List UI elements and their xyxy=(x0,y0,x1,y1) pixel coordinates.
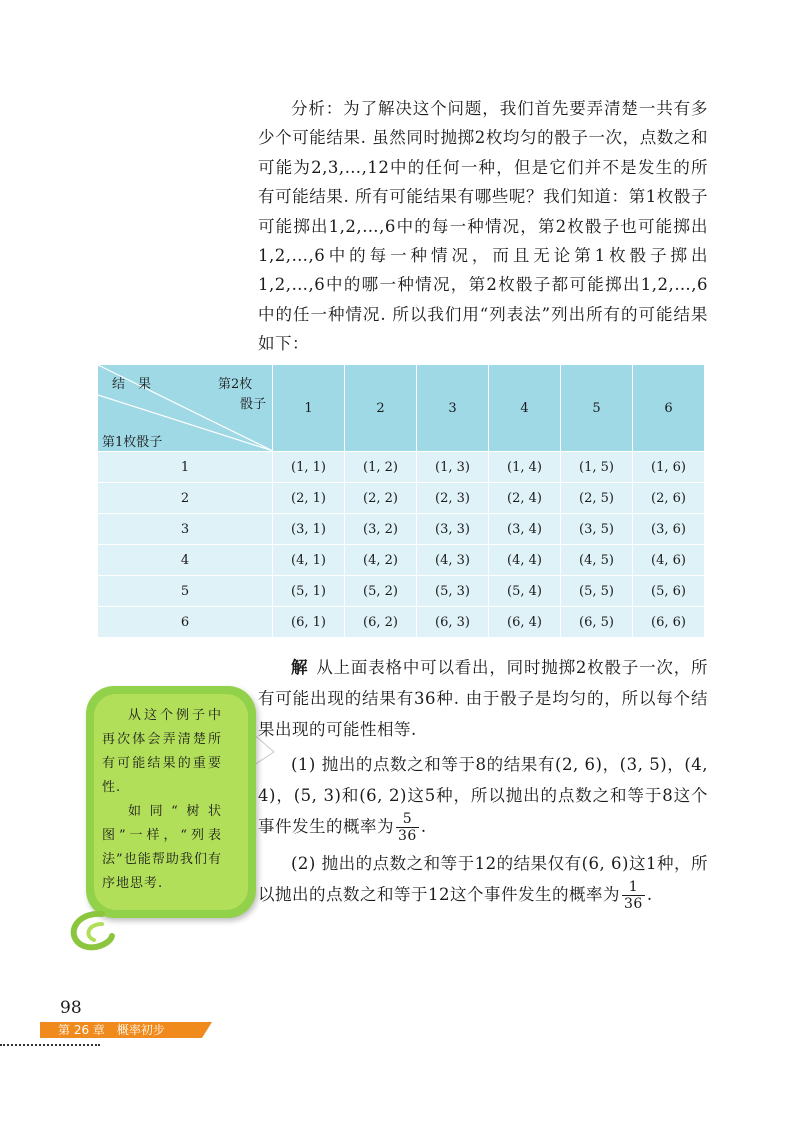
fraction-1-36 xyxy=(622,879,645,912)
analysis-paragraph xyxy=(258,94,708,359)
dotted-rule xyxy=(0,1044,100,1046)
table-corner-cell xyxy=(98,365,273,452)
table-cell: (4, 2) xyxy=(345,545,417,576)
table-cell: (3, 1) xyxy=(273,514,345,545)
table-cell: (1, 3) xyxy=(417,452,489,483)
table-cell: (3, 2) xyxy=(345,514,417,545)
table-cell: (4, 3) xyxy=(417,545,489,576)
solution-period: . xyxy=(646,885,653,904)
page-number: 98 xyxy=(60,998,82,1018)
table-cell: (3, 3) xyxy=(417,514,489,545)
table-cell: (6, 2) xyxy=(345,607,417,638)
fraction-numerator: 1 xyxy=(622,879,645,896)
row-header: 1 xyxy=(98,452,273,483)
fraction-numerator: 5 xyxy=(396,811,419,828)
table-cell: (1, 5) xyxy=(561,452,633,483)
table-cell: (2, 5) xyxy=(561,483,633,514)
table-row xyxy=(98,514,705,545)
row-header: 6 xyxy=(98,607,273,638)
table-cell: (5, 6) xyxy=(633,576,705,607)
table-cell: (2, 2) xyxy=(345,483,417,514)
table-cell: (2, 1) xyxy=(273,483,345,514)
table-row xyxy=(98,576,705,607)
solution-paragraph-2 xyxy=(258,749,708,844)
table-row xyxy=(98,607,705,638)
table-cell: (1, 6) xyxy=(633,452,705,483)
solution-text-3: (2) 抛出的点数之和等于12的结果仅有(6, 6)这1种，所以抛出的点数之和等于12这个事件发生的概率为 xyxy=(258,854,708,904)
side-note xyxy=(48,662,278,962)
note-paragraph: 从这个例子中再次体会弄清楚所有可能结果的重要性. xyxy=(102,708,222,795)
table-cell: (3, 6) xyxy=(633,514,705,545)
row-header: 4 xyxy=(98,545,273,576)
table-cell: (6, 4) xyxy=(489,607,561,638)
fraction-denominator: 36 xyxy=(398,828,417,844)
table-cell: (5, 3) xyxy=(417,576,489,607)
table-cell: (2, 4) xyxy=(489,483,561,514)
solution-period: . xyxy=(420,817,427,836)
note-paragraph: 如同“树状图”一样，“列表法”也能帮助我们有序地思考. xyxy=(102,804,222,891)
solution-paragraph-3 xyxy=(258,848,708,912)
table-cell: (1, 4) xyxy=(489,452,561,483)
table-cell: (5, 4) xyxy=(489,576,561,607)
column-header: 4 xyxy=(489,365,561,452)
table-cell: (5, 2) xyxy=(345,576,417,607)
table-cell: (1, 1) xyxy=(273,452,345,483)
corner-label-result: 结 果 xyxy=(112,377,152,392)
note-bubble-inner xyxy=(94,694,248,910)
table-cell: (3, 4) xyxy=(489,514,561,545)
fraction-5-36 xyxy=(396,811,419,844)
table-header-row xyxy=(98,365,705,452)
solution-text-2: (1) 抛出的点数之和等于8的结果有(2, 6)，(3, 5)，(4, 4)，(5, 3)和(6, 2)这5种，所以抛出的点数之和等于8这个事件发生的概率为 xyxy=(258,755,708,836)
table-cell: (4, 6) xyxy=(633,545,705,576)
table-cell: (6, 1) xyxy=(273,607,345,638)
outcome-table xyxy=(97,364,705,638)
table-row xyxy=(98,545,705,576)
column-header: 1 xyxy=(273,365,345,452)
table-cell: (2, 3) xyxy=(417,483,489,514)
analysis-text: 分析：为了解决这个问题，我们首先要弄清楚一共有多少个可能结果. 虽然同时抛掷2枚均匀的骰子一次，点数之和可能为2,3,…,12中的任何一种，但是它们并不是发生的所有可能结果. 所有可能结果有哪些呢？我们知道：第1枚骰子可能掷出1,2,…,6中的每一种情况，第2枚骰子也可能掷出1,2,…,6中的每一种情况，而且无论第1枚骰子掷出1,2,…,6中的哪一种情况，第2枚骰子都可能掷出1,2,…,6中的任一种情况. 所以我们用“列表法”列出所有的可能结果如下： xyxy=(258,99,708,354)
solution-paragraph-1 xyxy=(258,652,708,745)
solution-text-1: 从上面表格中可以看出，同时抛掷2枚骰子一次，所有可能出现的结果有36种. 由于骰子是均匀的，所以每个结果出现的可能性相等. xyxy=(258,658,709,739)
table-cell: (6, 5) xyxy=(561,607,633,638)
table-cell: (6, 6) xyxy=(633,607,705,638)
table-cell: (5, 1) xyxy=(273,576,345,607)
row-header: 5 xyxy=(98,576,273,607)
table-row xyxy=(98,452,705,483)
solution-label: 解 xyxy=(291,658,309,677)
solution-section xyxy=(258,652,708,916)
corner-label-second-die-2: 骰子 xyxy=(240,397,267,412)
table-row xyxy=(98,483,705,514)
note-text xyxy=(102,704,222,896)
table-cell: (6, 3) xyxy=(417,607,489,638)
table-cell: (3, 5) xyxy=(561,514,633,545)
column-header: 3 xyxy=(417,365,489,452)
row-header: 2 xyxy=(98,483,273,514)
column-header: 5 xyxy=(561,365,633,452)
note-bubble xyxy=(86,686,256,918)
fraction-denominator: 36 xyxy=(624,896,643,912)
chapter-label: 第 26 章 概率初步 xyxy=(58,1023,165,1037)
swirl-decoration-icon xyxy=(62,908,122,952)
table-cell: (4, 4) xyxy=(489,545,561,576)
table-cell: (2, 6) xyxy=(633,483,705,514)
column-header: 2 xyxy=(345,365,417,452)
corner-label-second-die-1: 第2枚 xyxy=(218,377,253,392)
table-cell: (4, 1) xyxy=(273,545,345,576)
table-cell: (5, 5) xyxy=(561,576,633,607)
row-header: 3 xyxy=(98,514,273,545)
table-cell: (1, 2) xyxy=(345,452,417,483)
table-cell: (4, 5) xyxy=(561,545,633,576)
column-header: 6 xyxy=(633,365,705,452)
corner-label-first-die: 第1枚骰子 xyxy=(102,435,163,450)
